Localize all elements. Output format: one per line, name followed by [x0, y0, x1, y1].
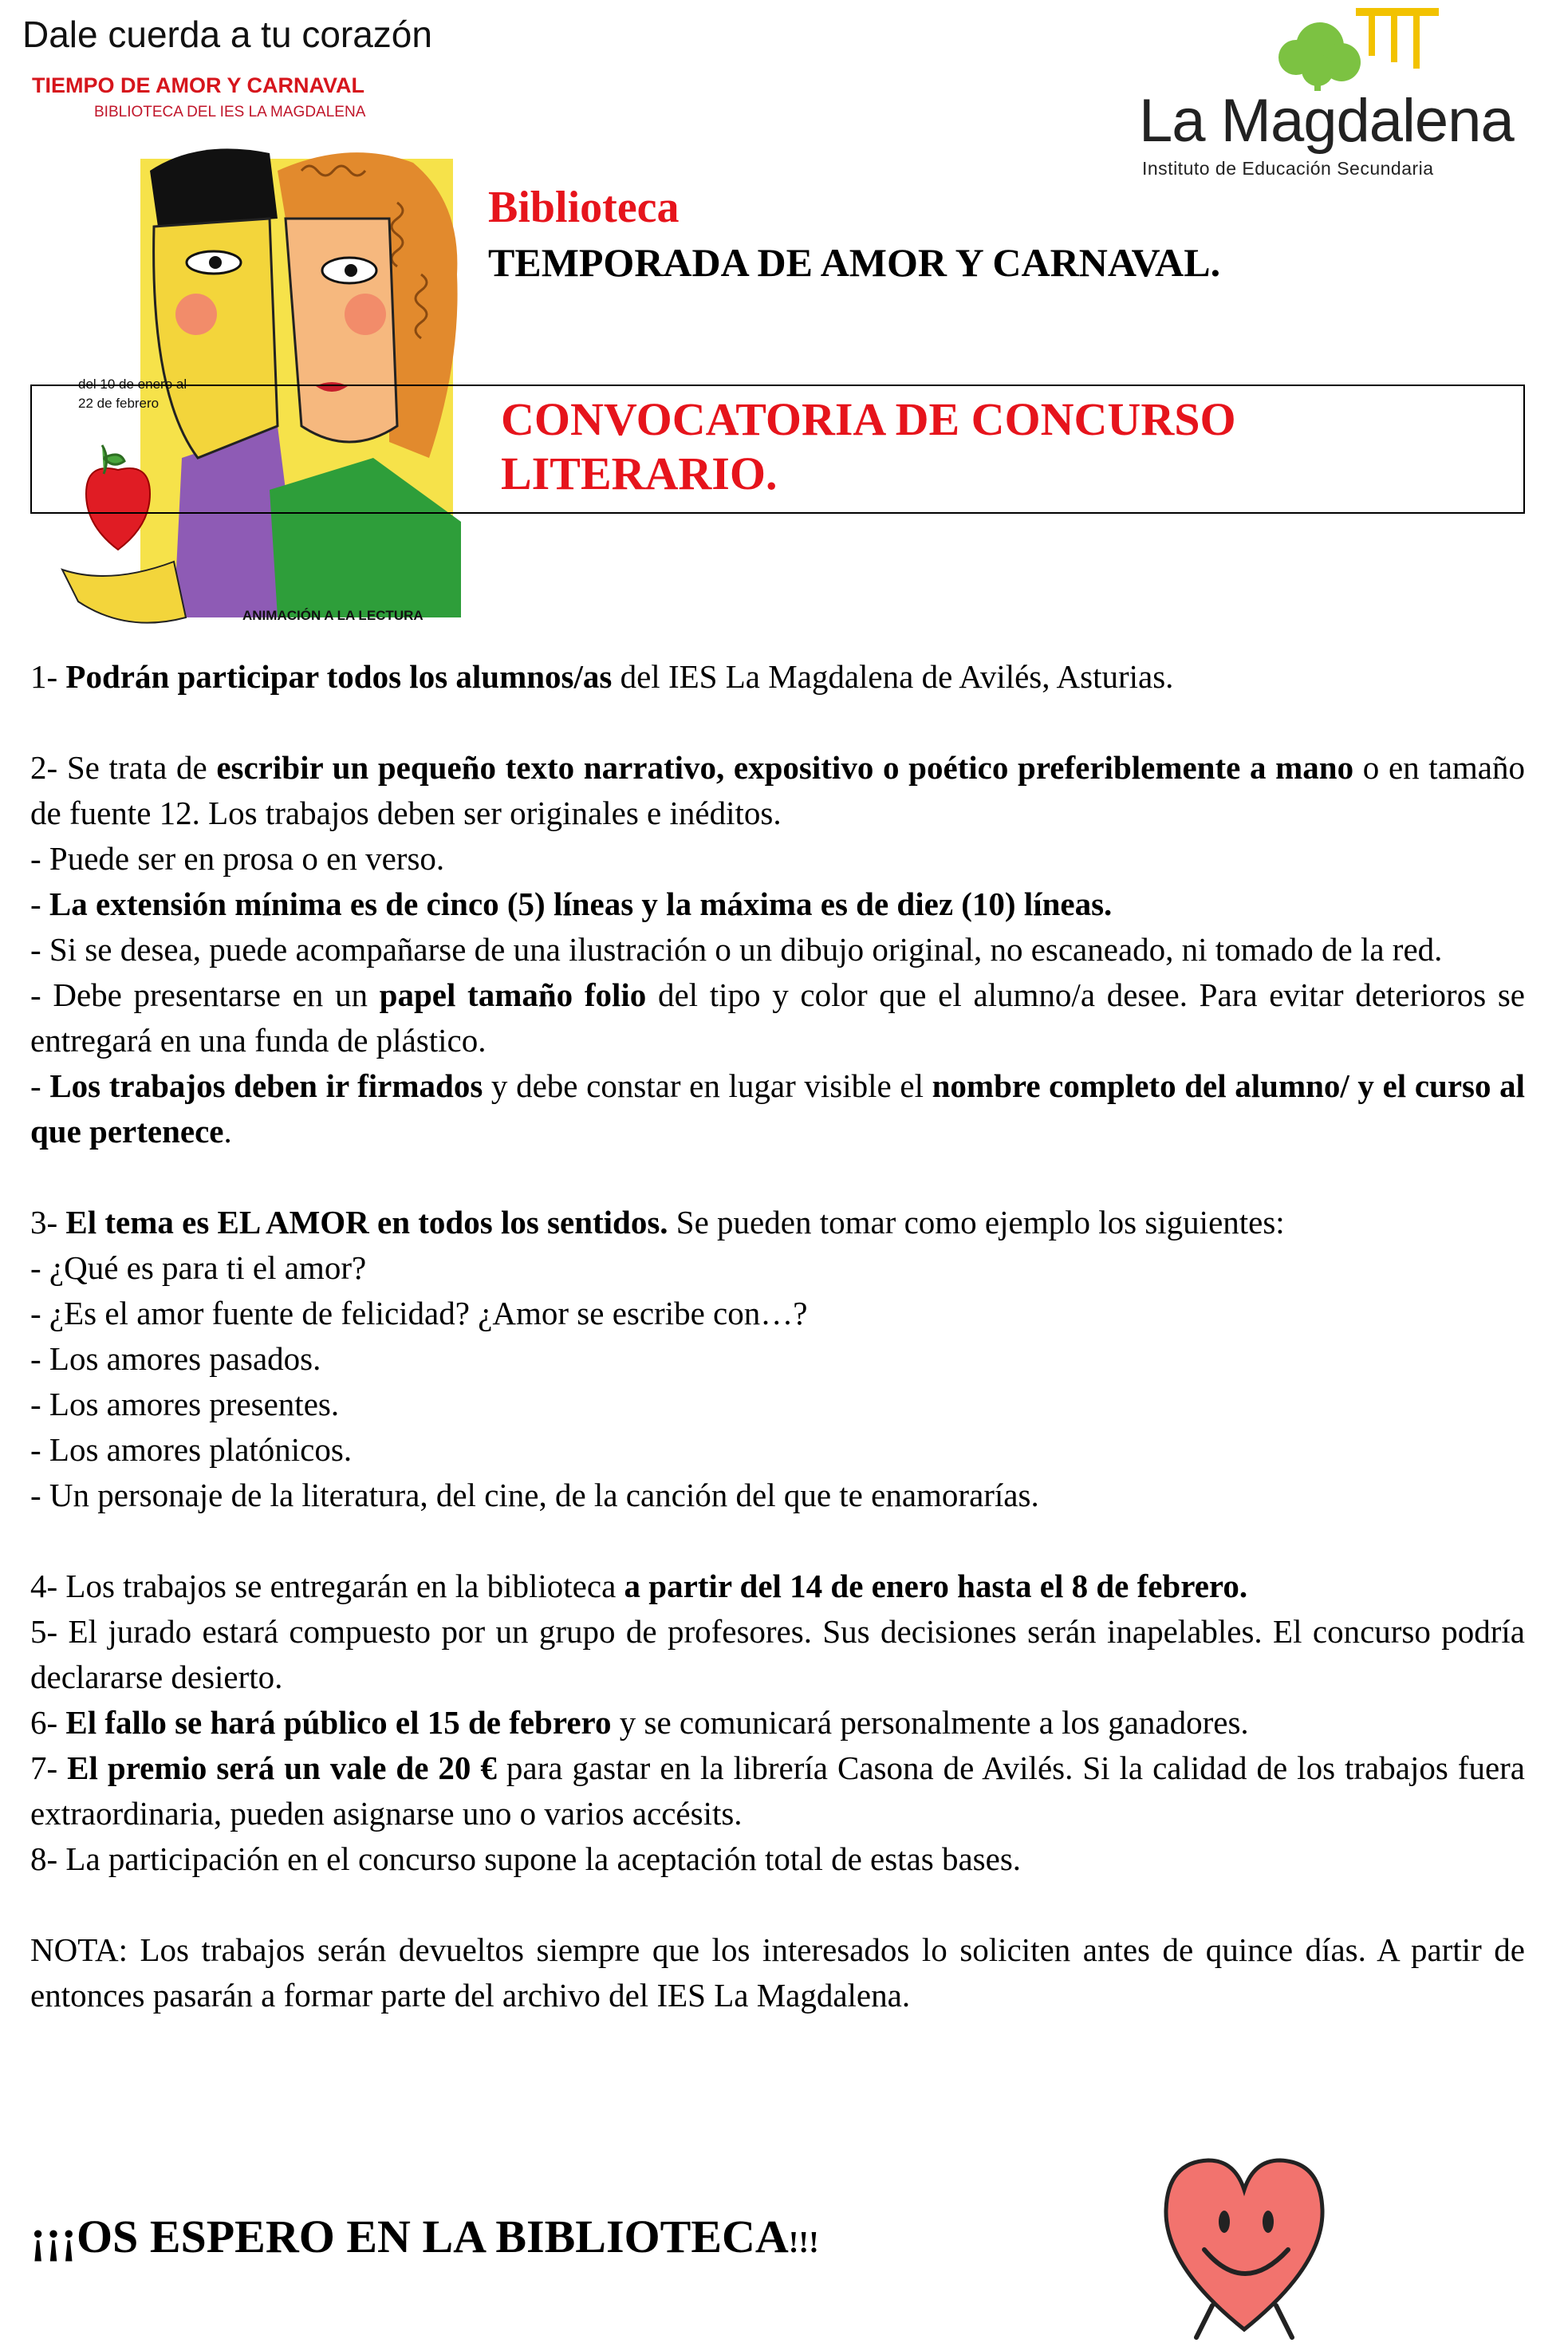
rule-3-item: - Los amores pasados. — [30, 1340, 321, 1377]
poster-dates-line2: 22 de febrero — [78, 396, 160, 411]
closing-exclamations: !!! — [788, 2226, 819, 2259]
rule-2f-end: . — [223, 1113, 232, 1150]
rule-2e-pre: - Debe presentarse en un — [30, 976, 380, 1013]
rule-2c-pre: - — [30, 886, 49, 922]
school-name: La Magdalena — [1139, 87, 1514, 155]
library-label: Biblioteca — [488, 183, 680, 232]
note: NOTA: Los trabajos serán devueltos siempre que los interesados lo soliciten antes de quince días. A partir de entonces pasarán a formar parte del archivo del IES La Magdalena. — [30, 1931, 1525, 2014]
closing-main: ¡¡¡OS ESPERO EN LA BIBLIOTECA — [30, 2211, 789, 2262]
convocatoria-line2: LITERARIO. — [501, 448, 778, 499]
rule-4-text: 4- Los trabajos se entregarán en la biblioteca — [30, 1568, 624, 1604]
rule-2a-bold: escribir un pequeño texto narrativo, expositivo o poético preferiblemente a mano — [216, 749, 1354, 786]
rule-3-text: Se pueden tomar como ejemplo los siguientes: — [668, 1204, 1285, 1241]
rule-2f-bold2: nombre completo del alumno/ y el curso al que pertenece — [30, 1067, 1526, 1150]
season-title: TEMPORADA DE AMOR Y CARNAVAL. — [488, 240, 1221, 285]
rule-2f-bold1: Los trabajos deben ir firmados — [49, 1067, 483, 1104]
rule-2f-pre: - — [30, 1067, 50, 1104]
rule-2a-text: o en tamaño de fuente 12. Los trabajos deben ser originales e inéditos. — [30, 749, 1525, 831]
rule-4 — [30, 1564, 1525, 1609]
rule-2c-bold: La extensión mínima es de cinco (5) líneas y la máxima es de diez (10) líneas. — [49, 886, 1113, 922]
rule-6 — [30, 1700, 1525, 1745]
rule-7-text: para gastar en la librería Casona de Avilés. Si la calidad de los trabajos fuera extraordinaria, pueden asignarse uno o varios accésits. — [30, 1749, 1525, 1832]
smiling-heart-icon — [1148, 2146, 1340, 2343]
rule-3-item: - Un personaje de la literatura, del cine, de la canción del que te enamorarías. — [30, 1477, 1039, 1513]
rule-3-pre: 3- — [30, 1204, 66, 1241]
rule-7-pre: 7- — [30, 1749, 68, 1786]
rule-8: 8- La participación en el concurso supone la aceptación total de estas bases. — [30, 1840, 1022, 1877]
rule-6-bold: El fallo se hará público el 15 de febrero — [65, 1704, 612, 1741]
rule-4-bold: a partir del 14 de enero hasta el 8 de febrero. — [624, 1568, 1248, 1604]
rule-1-bold: Podrán participar todos los alumnos/as — [65, 658, 613, 695]
school-subtitle: Instituto de Educación Secundaria — [1142, 158, 1434, 179]
school-logo — [1133, 0, 1547, 187]
rule-3-item: - Los amores presentes. — [30, 1386, 340, 1422]
carnival-poster — [14, 11, 477, 633]
rule-3-bold: El tema es EL AMOR en todos los sentidos. — [65, 1204, 668, 1241]
rule-6-text: y se comunicará personalmente a los ganadores. — [611, 1704, 1249, 1741]
convocatoria-line1: CONVOCATORIA DE CONCURSO — [501, 393, 1236, 445]
rule-3 — [30, 1200, 1525, 1245]
rule-2f — [30, 1063, 1525, 1154]
rule-7-bold: El premio será un vale de 20 € — [67, 1749, 497, 1786]
rule-2f-mid: y debe constar en lugar visible el — [483, 1067, 932, 1104]
poster-title: TIEMPO DE AMOR Y CARNAVAL — [32, 73, 365, 97]
rule-2b: - Puede ser en prosa o en verso. — [30, 840, 445, 877]
rule-1-number: 1- — [30, 658, 66, 695]
poster-dates-line1: del 10 de enero al — [78, 377, 187, 392]
contest-rules — [30, 654, 1525, 2018]
convocatoria-title — [501, 392, 1458, 501]
rule-1 — [30, 654, 1525, 700]
rule-1-text: del IES La Magdalena de Avilés, Asturias. — [612, 658, 1174, 695]
rule-3-item: - ¿Qué es para ti el amor? — [30, 1249, 367, 1286]
rule-3-item: - Los amores platónicos. — [30, 1431, 353, 1468]
poster-subtitle: BIBLIOTECA DEL IES LA MAGDALENA — [94, 104, 366, 120]
rule-6-pre: 6- — [30, 1704, 66, 1741]
poster-footer: ANIMACIÓN A LA LECTURA — [242, 608, 424, 623]
closing-message — [30, 2210, 819, 2263]
tree-logo-icon — [1133, 0, 1547, 96]
rule-2e — [30, 972, 1525, 1063]
rule-5: 5- El jurado estará compuesto por un grupo de profesores. Sus decisiones serán inapelables. El concurso podría declararse desierto. — [30, 1613, 1525, 1695]
rule-2c — [30, 882, 1525, 927]
rule-7 — [30, 1745, 1525, 1836]
poster-tagline: Dale cuerda a tu corazón — [22, 14, 432, 55]
rule-3-item: - ¿Es el amor fuente de felicidad? ¿Amor se escribe con…? — [30, 1295, 808, 1331]
rule-2a-pre: 2- Se trata de — [30, 749, 217, 786]
rule-2e-text: del tipo y color que el alumno/a desee. Para evitar deterioros se entregará en una funda de plástico. — [30, 976, 1525, 1059]
rule-2e-bold: papel tamaño folio — [379, 976, 647, 1013]
rule-2d: - Si se desea, puede acompañarse de una ilustración o un dibujo original, no escaneado, ni tomado de la red. — [30, 931, 1443, 968]
rule-2a — [30, 745, 1525, 836]
